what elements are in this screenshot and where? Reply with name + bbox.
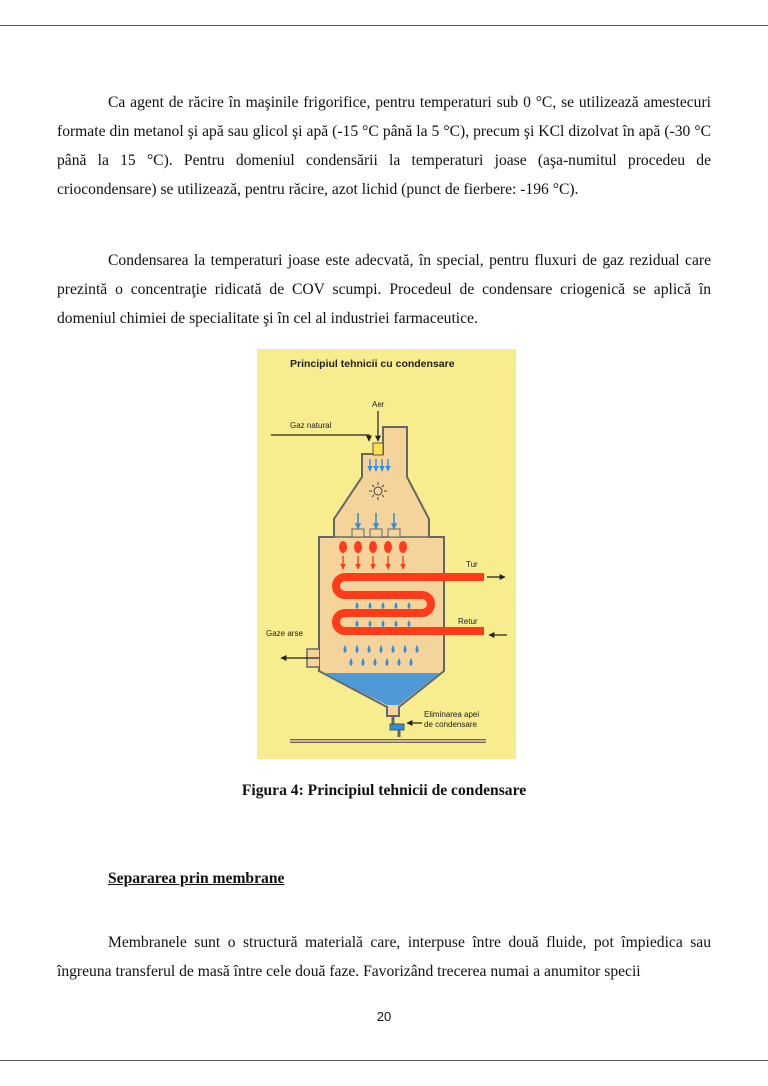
label-retur: Retur [458, 617, 478, 626]
footer-rule [0, 1060, 768, 1061]
paragraph-membranes: Membranele sunt o structură materială care, interpuse între două fluide, pot împiedica sau îngreuna transferul de masă între cele două faze. Favorizând trecerea numai a anumitor specii [57, 934, 711, 980]
label-gaz-natural: Gaz natural [290, 421, 332, 430]
label-tur: Tur [466, 560, 478, 569]
label-aer: Aer [372, 400, 385, 409]
header-rule [0, 25, 768, 26]
figure-caption: Figura 4: Principiul tehnicii de condensare [241, 782, 527, 799]
section-heading: Separarea prin membrane [108, 870, 285, 887]
diagram-title: Principiul tehnicii cu condensare [290, 358, 455, 370]
label-gaze-arse: Gaze arse [266, 629, 303, 638]
label-eliminare-2: de condensare [424, 720, 477, 729]
nozzle-heads [352, 529, 400, 537]
label-eliminare-1: Eliminarea apei [424, 710, 480, 719]
drain-valve [390, 724, 404, 730]
burner-box [373, 443, 383, 455]
paragraph-low-temperature-condensation: Condensarea la temperaturi joase este adecvată, în special, pentru fluxuri de gaz rezidual care prezintă o concentraţie ridicată de COV scumpi. Procedeul de condensare criogenică se aplică în domeniul chimiei de specialitate şi în cel al industriei farmaceutice. [57, 252, 711, 327]
condensation-diagram [257, 349, 516, 759]
paragraph-cooling-agents: Ca agent de răcire în maşinile frigorifice, pentru temperaturi sub 0 °C, se utilizează amestecuri formate din metanol şi apă sau glicol şi apă (-15 °C până la 5 °C), precum şi KCl dizolvat în apă (-30 °C până la 15 °C). Pentru domeniul condensării la temperaturi joase (aşa-numitul procedeu de criocondensare) se utilizează, pentru răcire, azot lichid (punct de fierbere: -196 °C). [57, 94, 711, 198]
page-number: 20 [376, 1009, 392, 1024]
